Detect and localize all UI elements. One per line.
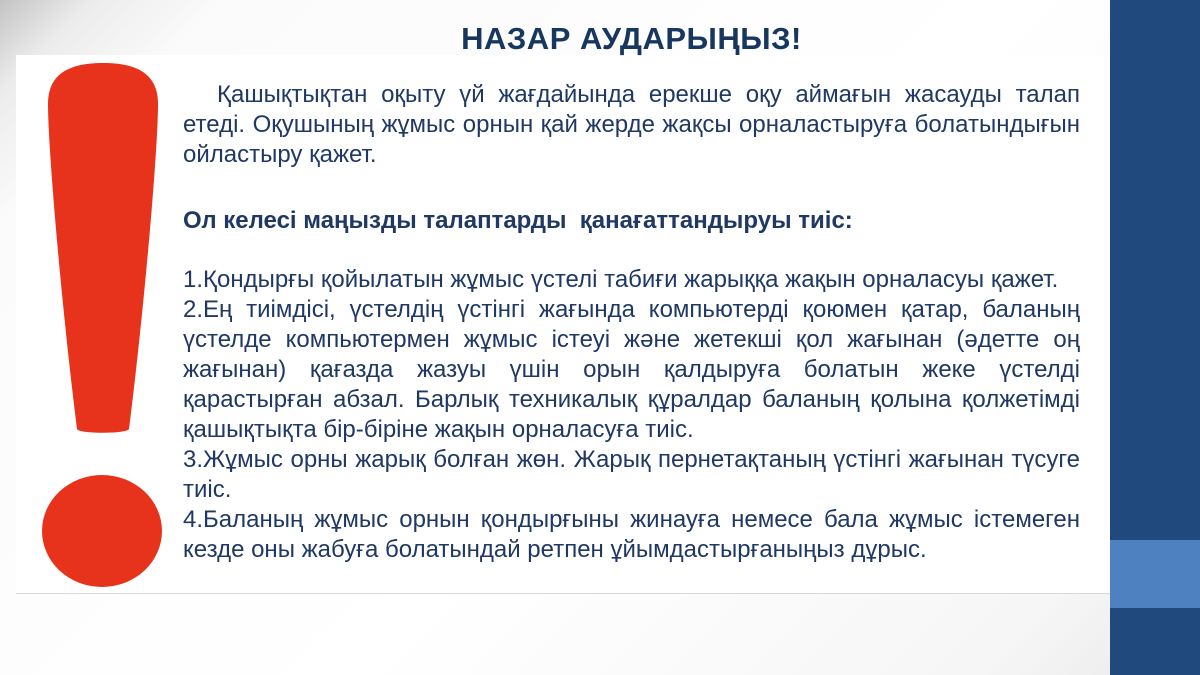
requirement-item-4: 4.Баланың жұмыс орнын қондырғыны жинауға немесе бала жұмыс істемеген кезде оны жабуға болатындай ретпен ұйымдастырғаныңыз дұрыс. [183, 506, 1080, 563]
slide-title: НАЗАР АУДАРЫҢЫЗ! [461, 21, 802, 56]
requirement-item-1: 1.Қондырғы қойылатын жұмыс үстелі табиғи жарыққа жақын орналасуы қажет. [183, 266, 1059, 293]
sidebar-accent-band [1110, 540, 1200, 608]
requirements-heading: Ол келесі маңызды талаптарды қанағаттандыруы тиіс: [183, 207, 853, 234]
requirement-item-2: 2.Ең тиімдісі, үстелдің үстінгі жағында компьютерді қоюмен қатар, баланың үстелде компьютермен жұмыс істеуі және жетекші қол жағынан (әдетте оң жағынан) қағазда жазуы үшін орын қалдыруға болатын жеке үстелді қарастырған абзал. Барлық техникалық құралдар баланың қолына қолжетімді қашықтықта бір-біріне жақын орналасуға тиіс. [183, 296, 1080, 443]
slide-body [183, 80, 1080, 565]
right-sidebar-bar [1110, 0, 1200, 675]
requirements-list [183, 265, 1080, 565]
intro-paragraph: Қашықтықтан оқыту үй жағдайында ерекше оқу аймағын жасауды талап етеді. Оқушының жұмыс орнын қай жерде жақсы орналастыруға болатындығын ойластыру қажет. [183, 81, 1080, 168]
requirement-item-3: 3.Жұмыс орны жарық болған жөн. Жарық пернетақтаның үстінгі жағынан түсуге тиіс. [183, 446, 1080, 503]
